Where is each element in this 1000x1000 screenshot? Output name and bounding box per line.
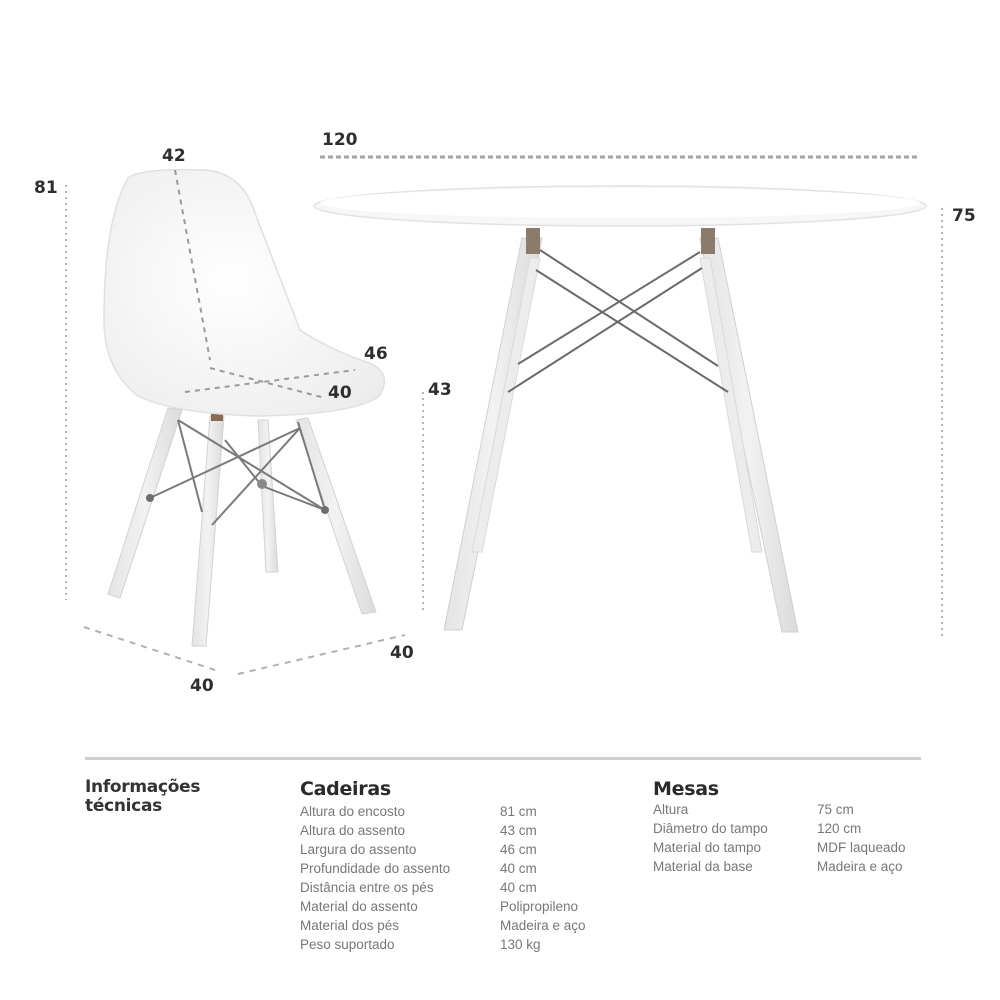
- tables-heading: Mesas: [653, 778, 719, 800]
- spec-row: [300, 916, 620, 935]
- spec-row: [653, 857, 973, 876]
- spec-row: [653, 819, 973, 838]
- spec-row: [300, 840, 620, 859]
- spec-label: Diâmetro do tampo: [653, 821, 768, 836]
- table: [314, 186, 926, 632]
- spec-value: 40 cm: [500, 880, 537, 895]
- spec-row: [653, 800, 973, 819]
- chair-height-label: 81: [34, 178, 58, 198]
- spec-value: Polipropileno: [500, 899, 579, 914]
- table-height-label: 75: [952, 206, 976, 226]
- spec-label: Altura do encosto: [300, 804, 406, 819]
- chair-base-width-label: 40: [390, 643, 414, 663]
- technical-info-title-line1: Informações: [85, 777, 201, 797]
- spec-value: Madeira e aço: [817, 859, 903, 874]
- spec-row: [300, 878, 620, 897]
- tables-spec-list: [653, 800, 973, 876]
- spec-value: 46 cm: [500, 842, 537, 857]
- chair-base-depth-label: 40: [190, 676, 214, 696]
- spec-row: [653, 838, 973, 857]
- spec-label: Material do tampo: [653, 840, 762, 855]
- spec-row: [300, 935, 620, 954]
- spec-value: 130 kg: [500, 937, 541, 952]
- spec-row: [300, 897, 620, 916]
- chairs-heading: Cadeiras: [300, 778, 391, 800]
- spec-row: [300, 802, 620, 821]
- chair-seat-width-label: 46: [364, 344, 388, 364]
- spec-label: Distância entre os pés: [300, 880, 434, 895]
- technical-info-title-line2: técnicas: [85, 796, 162, 816]
- chair-legs: [108, 408, 376, 646]
- chair-base-guides: [84, 627, 405, 674]
- spec-label: Peso suportado: [300, 937, 395, 952]
- spec-value: MDF laqueado: [817, 840, 906, 855]
- technical-info-title: [85, 778, 200, 816]
- spec-value: 43 cm: [500, 823, 537, 838]
- spec-value: 81 cm: [500, 804, 537, 819]
- spec-row: [300, 821, 620, 840]
- spec-label: Altura: [653, 802, 689, 817]
- spec-value: 120 cm: [817, 821, 862, 836]
- chair-seat-depth-label: 40: [328, 383, 352, 403]
- spec-value: 40 cm: [500, 861, 537, 876]
- spec-label: Material dos pés: [300, 918, 400, 933]
- spec-row: [300, 859, 620, 878]
- spec-value: Madeira e aço: [500, 918, 586, 933]
- spec-label: Material do assento: [300, 899, 418, 914]
- spec-label: Altura do assento: [300, 823, 406, 838]
- spec-label: Material da base: [653, 859, 753, 874]
- spec-label: Largura do assento: [300, 842, 417, 857]
- section-divider: [85, 757, 921, 760]
- chair-backrest-width-label: 42: [162, 146, 186, 166]
- spec-value: 75 cm: [817, 802, 854, 817]
- seat-height-label: 43: [428, 380, 452, 400]
- chairs-spec-list: [300, 802, 620, 954]
- table-diameter-label: 120: [322, 130, 358, 150]
- spec-label: Profundidade do assento: [300, 861, 451, 876]
